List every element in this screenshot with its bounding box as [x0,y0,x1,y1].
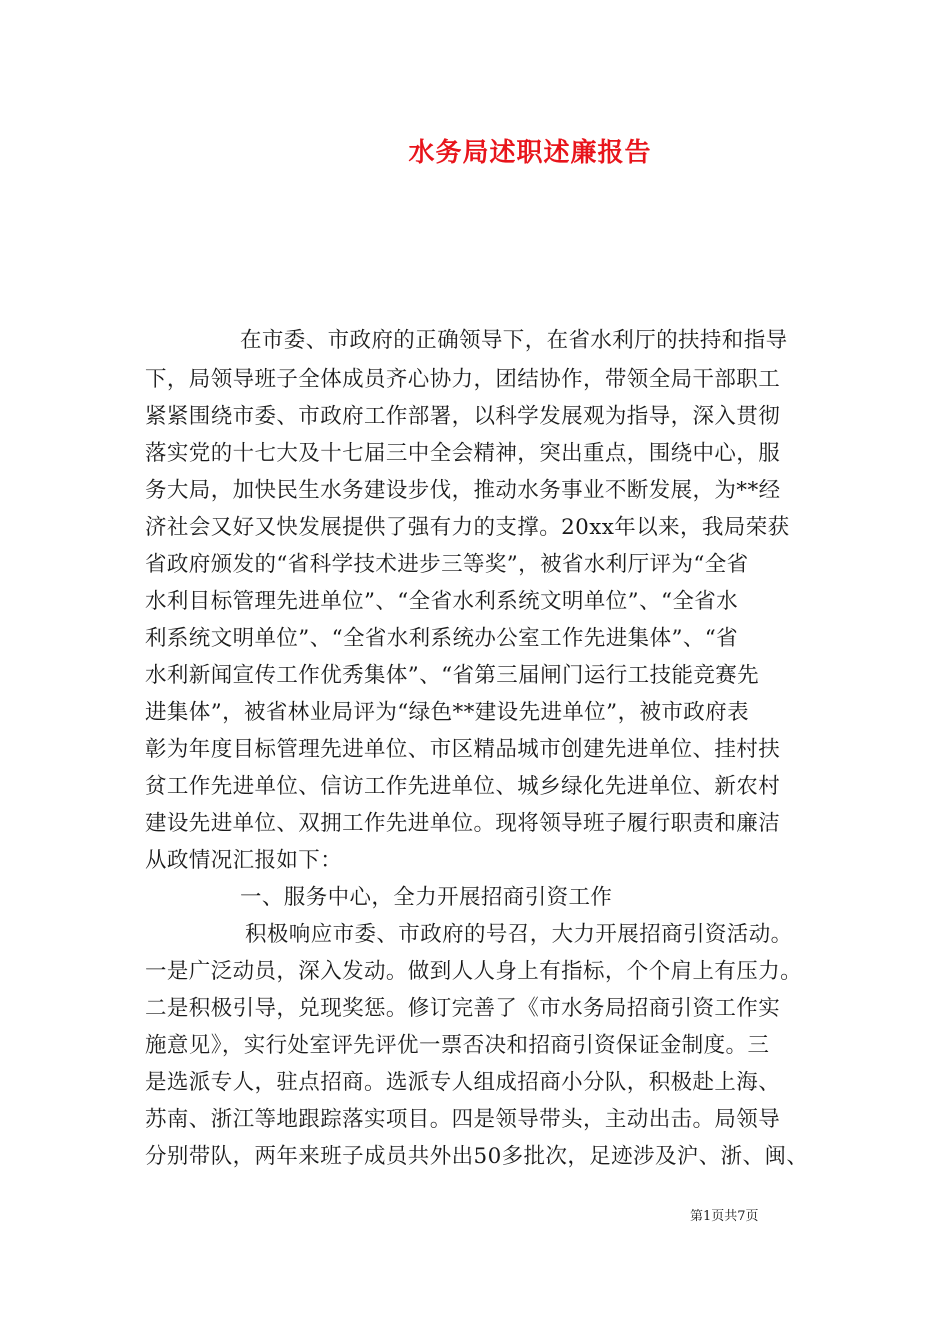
text-line: 济社会又好又快发展提供了强有力的支撑。20xx年以来，我局荣获 [145,515,790,540]
text-line: 积极响应市委、市政府的号召，大力开展招商引资活动。 [245,922,793,947]
text-line: 建设先进单位、双拥工作先进单位。现将领导班子履行职责和廉洁 [145,811,781,836]
text-line: 贫工作先进单位、信访工作先进单位、城乡绿化先进单位、新农村 [145,774,781,799]
text-line: 分别带队，两年来班子成员共外出50多批次，足迹涉及沪、浙、闽、 [145,1144,809,1169]
text-line: 一是广泛动员，深入发动。做到人人身上有指标，个个肩上有压力。 [145,959,803,984]
text-line: 在市委、市政府的正确领导下，在省水利厅的扶持和指导 [240,328,788,353]
text-line: 二是积极引导，兑现奖惩。修订完善了《市水务局招商引资工作实 [145,996,781,1021]
text-line: 从政情况汇报如下： [145,848,343,873]
section-heading: 一、服务中心，全力开展招商引资工作 [240,885,613,910]
text-line: 紧紧围绕市委、市政府工作部署，以科学发展观为指导，深入贯彻 [145,404,781,429]
text-line: 水利新闻宣传工作优秀集体”、“省第三届闸门运行工技能竞赛先 [145,663,760,688]
text-line: 务大局，加快民生水务建设步伐，推动水务事业不断发展，为**经 [145,478,781,503]
text-line: 苏南、浙江等地跟踪落实项目。四是领导带头，主动出击。局领导 [145,1107,781,1132]
document-title: 水务局述职述廉报告 [408,138,652,168]
text-line: 下，局领导班子全体成员齐心协力，团结协作，带领全局干部职工 [145,367,781,392]
text-line: 彰为年度目标管理先进单位、市区精品城市创建先进单位、挂村扶 [145,737,781,762]
page-number: 第1页共7页 [690,1209,759,1224]
text-line: 施意见》，实行处室评先评优一票否决和招商引资保证金制度。三 [145,1033,770,1058]
text-line: 落实党的十七大及十七届三中全会精神，突出重点，围绕中心，服 [145,441,781,466]
text-line: 省政府颁发的“省科学技术进步三等奖”，被省水利厅评为“全省 [145,552,749,577]
text-line: 是选派专人，驻点招商。选派专人组成招商小分队，积极赴上海、 [145,1070,781,1095]
text-line: 利系统文明单位”、“全省水利系统办公室工作先进集体”、“省 [145,626,739,651]
text-line: 水利目标管理先进单位”、“全省水利系统文明单位”、“全省水 [145,589,739,614]
text-line: 进集体”，被省林业局评为“绿色**建设先进单位”，被市政府表 [145,700,749,725]
